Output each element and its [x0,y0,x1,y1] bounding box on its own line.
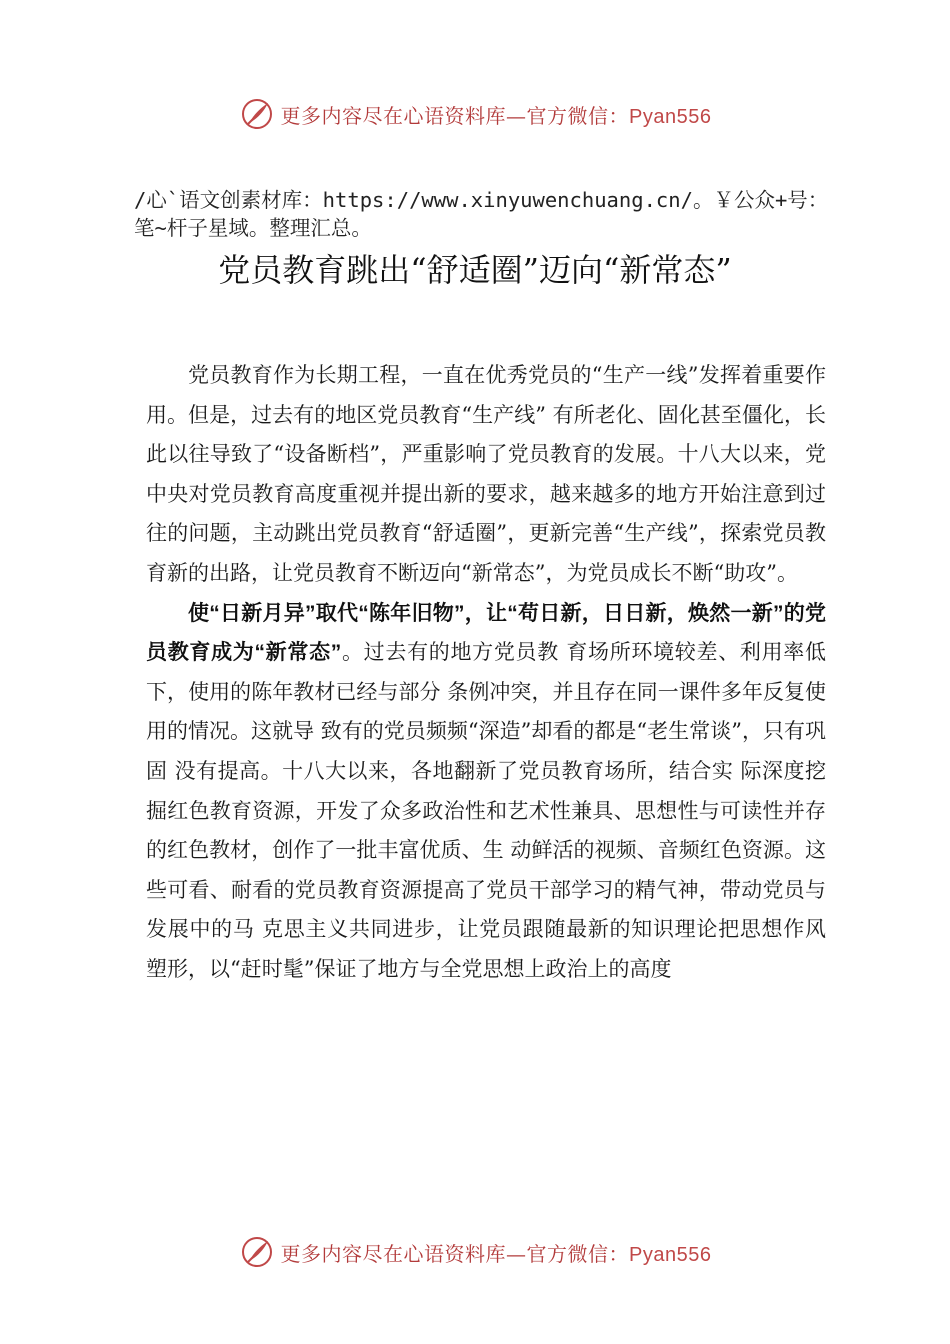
document-body [146,356,826,990]
banner-text: 更多内容尽在心语资料库—官方微信：Pyan556 [280,103,712,128]
banner-text: 更多内容尽在心语资料库—官方微信：Pyan556 [280,1241,712,1266]
paragraph-2: 使“日新月异”取代“陈年旧物”，让“苟日新，日日新，焕然一新”的党员教育成为“新常态”。过去有的地方党员教 育场所环境较差、利用率低下，使用的陈年教材已经与部分 条例冲突，并且存在同一课件多年反复使用的情况。这就导 致有的党员频频“深造”却看的都是“老生常谈”，只有巩固 没有提高。十八大以来，各地翻新了党员教育场所，结合实 际深度挖掘红色教育资源，开发了众多政治性和艺术性兼具、思想性与可读性并存的红色教材，创作了一批丰富优质、生 动鲜活的视频、音频红色资源。这些可看、耐看的党员教育资源提高了党员干部学习的精气神，带动党员与发展中的马 克思主义共同进步，让党员跟随最新的知识理论把思想作风 塑形，以“赶时髦”保证了地方与全党思想上政治上的高度 [146,601,826,981]
header-banner [0,92,950,136]
document-title: 党员教育跳出“舒适圈”迈向“新常态” [218,251,732,289]
wechat-id: Pyan556 [629,105,712,128]
paragraph-lead: 使“日新月异”取代“陈年旧物”，让“苟日新，日日新，焕然一新”的党员教育成为“新常态” [146,601,826,665]
quill-pen-logo-icon [239,1234,275,1270]
quill-pen-logo-icon [239,96,275,132]
paragraph-1: 党员教育作为长期工程，一直在优秀党员的“生产一线”发挥着重要作用。但是，过去有的地区党员教育“生产线” 有所老化、固化甚至僵化，长此以往导致了“设备断档”，严重影响了党员教育的发展。十八大以来，党中央对党员教育高度重视并提出新的要求，越来越多的地方开始注意到过往的问题，主动跳出党员教育“舒适圈”，更新完善“生产线”，探索党员教育新的出路，让党员教育不断迈向“新常态”，为党员成长不断“助攻”。 [146,363,826,585]
wechat-id: Pyan556 [629,1243,712,1266]
source-note: /心`语文创素材库：https://www.xinyuwenchuang.cn/。￥公众+号：笔~杆子星域。整理汇总。 [134,188,829,240]
footer-banner [0,1230,950,1274]
